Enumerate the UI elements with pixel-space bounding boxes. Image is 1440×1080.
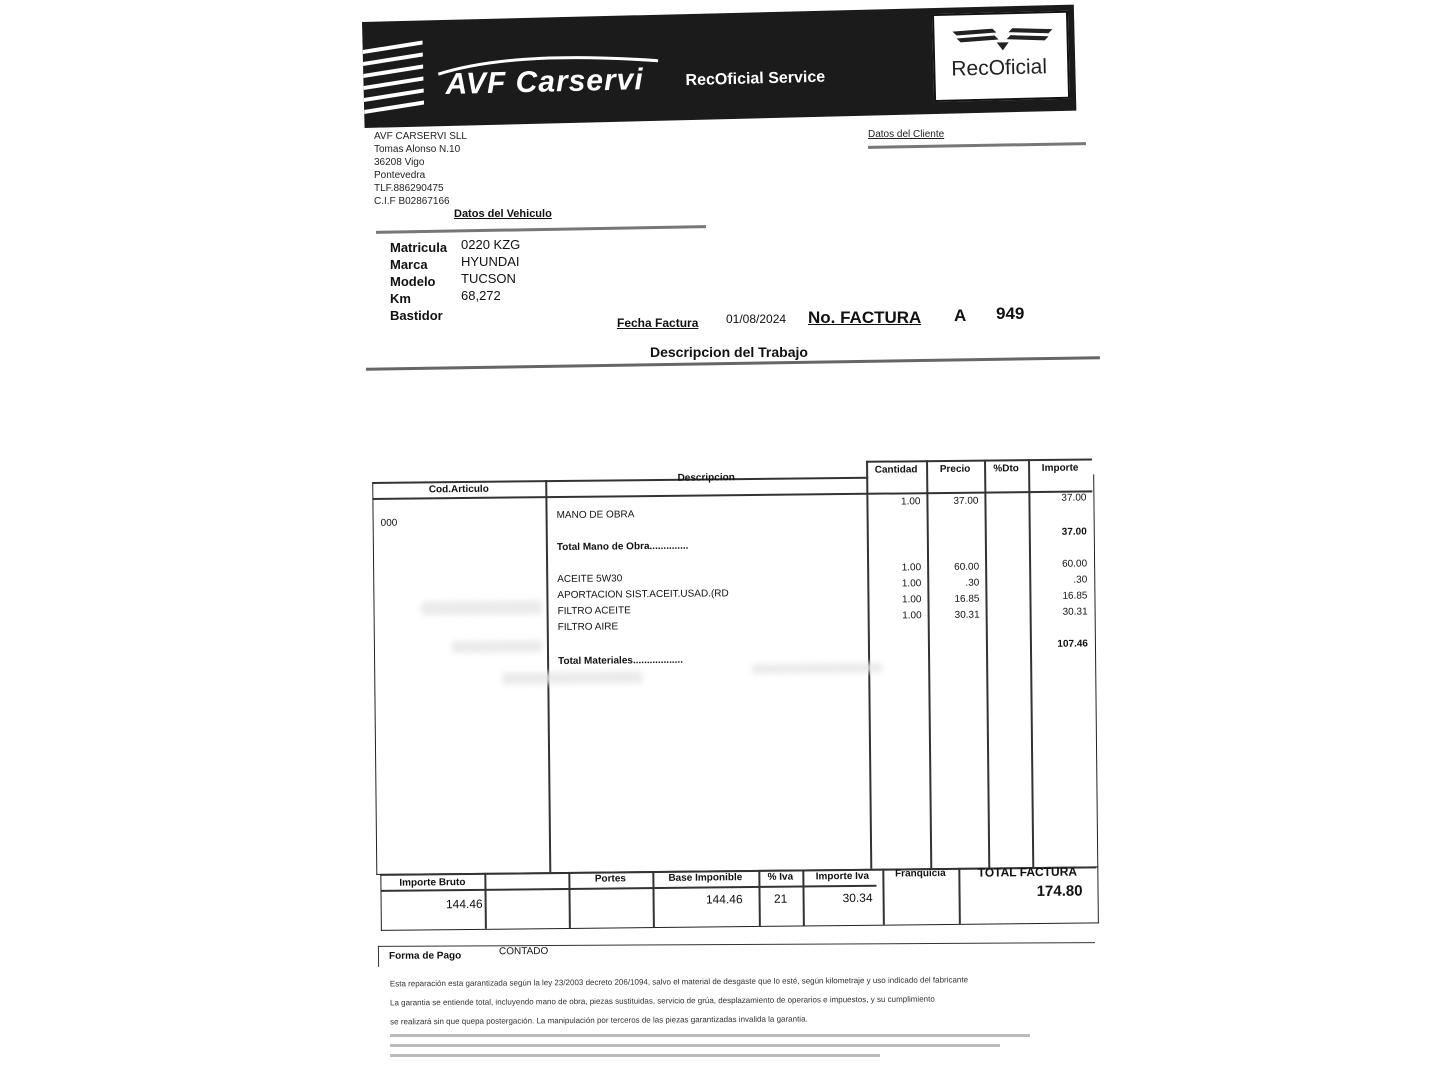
items-table [370, 454, 1099, 932]
km-value: 68,272 [461, 288, 501, 303]
serie-value: A [954, 306, 967, 325]
stripes-graphic [362, 40, 434, 126]
numero-value: 949 [996, 304, 1025, 323]
header-desc: Descripcion [677, 472, 735, 484]
marca-label: Marca [390, 257, 428, 272]
material-cantidad: 1.00 [902, 610, 922, 622]
fine-print-line [390, 1034, 1030, 1037]
material-cantidad: 1.00 [901, 578, 922, 590]
total-label: TOTAL FACTURA [977, 864, 1078, 880]
header-cantidad: Cantidad [874, 464, 918, 476]
material-precio: 16.85 [954, 593, 980, 605]
company-line: TLF.886290475 [374, 183, 444, 194]
material-cantidad: 1.00 [901, 594, 922, 606]
legal-line: La garantia se entiende total, incluyendo mano de obra, piezas sustituidas, servicio de grúa, desplazamiento de operarios e impuestos, y su cumplimiento [389, 994, 935, 1008]
material-desc: APORTACION SIST.ACEIT.USAD.(RD [557, 588, 729, 602]
company-line: 36208 Vigo [374, 157, 425, 168]
material-importe: 60.00 [1062, 558, 1088, 570]
brand-service: RecOficial Service [685, 68, 826, 90]
labor-importe: 37.00 [1061, 492, 1087, 504]
header-banner [362, 5, 1076, 128]
client-rule [868, 142, 1086, 149]
fine-print [390, 1030, 1030, 1062]
fine-print-line [390, 1054, 880, 1057]
bastidor-label: Bastidor [390, 308, 443, 323]
km-label: Km [390, 291, 411, 306]
labor-cod: 000 [380, 517, 398, 529]
company-info [374, 130, 467, 208]
table-top-line-right [866, 458, 1092, 462]
vehicle-details [390, 240, 447, 325]
brand-name: AVF Carservi [445, 63, 645, 101]
payment-value: CONTADO [498, 945, 549, 958]
vehicle-section-label: Datos del Vehiculo [454, 208, 552, 220]
material-precio: .30 [965, 577, 980, 589]
franquicia-label: Franquicia [894, 867, 946, 880]
material-importe: 16.85 [1062, 590, 1088, 602]
importe-iva-value: 30.34 [842, 890, 873, 906]
legal-line: se realizará sin que quepa postergación. La manipulación por terceros de las piezas garantizadas invalida la garantia. [390, 1014, 808, 1027]
header-importe: Importe [1041, 462, 1079, 474]
material-precio: 60.00 [954, 561, 980, 573]
iva-label: % Iva [767, 871, 794, 883]
modelo-value: TUCSON [461, 271, 516, 286]
iva-value: 21 [773, 891, 788, 906]
vehicle-values [461, 237, 520, 305]
portes-label: Portes [594, 873, 626, 885]
bruto-label: Importe Bruto [399, 877, 466, 889]
labor-total-label: Total Mano de Obra.............. [556, 540, 689, 554]
header-dto: %Dto [993, 463, 1019, 475]
fecha-label: Fecha Factura [617, 316, 699, 330]
payment-label: Forma de Pago [388, 950, 462, 962]
fecha-value: 01/08/2024 [726, 312, 787, 326]
bruto-value: 144.46 [445, 896, 483, 912]
material-desc: FILTRO AIRE [557, 621, 619, 634]
company-line: C.I.F B02867166 [374, 196, 450, 207]
materials-total: 107.46 [1057, 638, 1089, 650]
labor-desc: MANO DE OBRA [556, 509, 635, 522]
vehicle-rule [376, 225, 706, 234]
material-precio: 30.31 [954, 609, 980, 621]
total-value: 174.80 [1036, 882, 1083, 901]
client-label: Datos del Cliente [868, 129, 945, 140]
matricula-value: 0220 KZG [461, 237, 521, 252]
company-line: Pontevedra [374, 170, 426, 181]
labor-cantidad: 1.00 [900, 496, 921, 508]
material-importe: .30 [1073, 574, 1088, 586]
numero-label: No. FACTURA [808, 308, 922, 327]
base-value: 144.46 [705, 892, 743, 907]
legal-line: Esta reparación esta garantizada según la ley 23/2003 decreto 206/1094, salvo el material de desgaste que lo esté, según kilometraje y uso indicado del fabricante [389, 975, 969, 989]
material-cantidad: 1.00 [901, 562, 922, 574]
modelo-label: Modelo [390, 274, 436, 289]
header-precio: Precio [939, 463, 971, 476]
importe-iva-label: Importe Iva [815, 870, 870, 883]
labor-precio: 37.00 [953, 495, 979, 507]
material-importe: 30.31 [1062, 606, 1088, 618]
header-cod: Cod.Articulo [428, 483, 489, 496]
materials-total-label: Total Materiales.................. [558, 654, 684, 668]
blurred-artifact [502, 671, 642, 684]
payment-row [378, 942, 1095, 967]
logo-text: RecOficial [951, 55, 1048, 81]
wings-icon [952, 27, 1053, 51]
labor-total: 37.00 [1061, 526, 1087, 538]
company-line: AVF CARSERVI SLL [374, 131, 467, 142]
blurred-artifact [421, 600, 541, 615]
descripcion-trabajo-label: Descripcion del Trabajo [650, 344, 808, 360]
material-desc: ACEITE 5W30 [557, 573, 623, 586]
legal-text [390, 970, 1070, 1032]
recoficial-logo [932, 11, 1070, 102]
blurred-artifact [752, 663, 882, 674]
company-line: Tomas Alonso N.10 [374, 144, 461, 155]
marca-value: HYUNDAI [461, 254, 520, 269]
blurred-artifact [452, 640, 542, 653]
matricula-label: Matricula [390, 240, 448, 255]
table-frame [372, 474, 1098, 875]
fine-print-line [390, 1044, 1000, 1047]
material-desc: FILTRO ACEITE [557, 605, 631, 618]
base-label: Base Imponible [668, 872, 743, 884]
